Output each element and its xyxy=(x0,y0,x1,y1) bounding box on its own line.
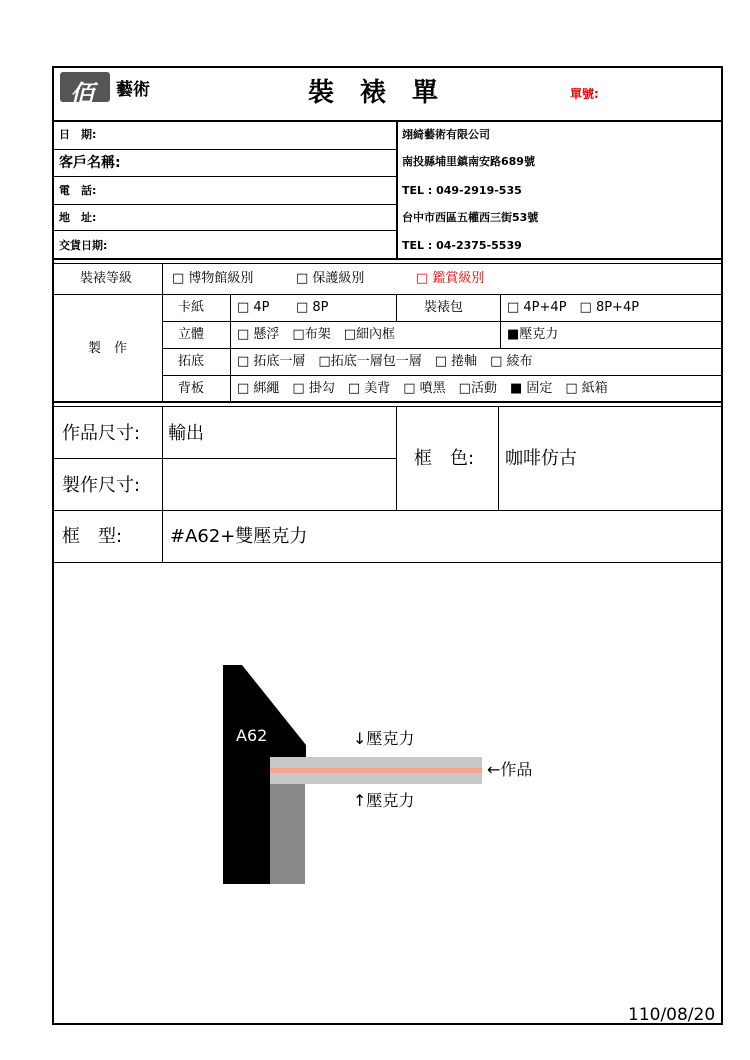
rubbing-label: 拓底 xyxy=(178,354,205,369)
work-size-value: 輸出 xyxy=(168,423,204,444)
grade-protection-checkbox[interactable]: □ 保護級別 xyxy=(296,271,365,286)
company-tel-1: TEL : 049-2919-535 xyxy=(402,184,522,197)
delivery-date-label: 交貨日期: xyxy=(59,239,108,252)
frame-type-label: 框 型: xyxy=(62,526,123,547)
backboard-options[interactable]: □ 綁繩 □ 掛勾 □ 美背 □ 噴黑 □活動 ■ 固定 □ 紙箱 xyxy=(237,381,608,396)
address-label: 地 址: xyxy=(59,211,97,224)
frame-color-value: 咖啡仿古 xyxy=(505,448,577,469)
mount-bag-options[interactable]: □ 4P+4P □ 8P+4P xyxy=(507,300,640,315)
card-label: 卡紙 xyxy=(178,300,205,315)
backboard-label: 背板 xyxy=(178,381,205,396)
customer-name-label: 客戶名稱: xyxy=(59,155,121,171)
mount-bag-label: 裝裱包 xyxy=(424,300,464,315)
grade-label: 裝裱等級 xyxy=(80,271,133,286)
brand-name: 藝術 xyxy=(116,80,150,100)
company-tel-2: TEL : 04-2375-5539 xyxy=(402,239,522,252)
solid-label: 立體 xyxy=(178,327,205,342)
production-label: 製 作 xyxy=(88,341,128,356)
form-date: 110/08/20 xyxy=(628,1005,716,1025)
date-label: 日 期: xyxy=(59,128,97,141)
phone-label: 電 話: xyxy=(59,184,97,197)
company-address-1: 南投縣埔里鎮南安路689號 xyxy=(402,155,535,168)
production-size-label: 製作尺寸: xyxy=(62,475,141,496)
solid-acrylic-checkbox[interactable]: ■壓克力 xyxy=(507,327,559,342)
grade-appreciation-checkbox[interactable]: □ 鑑賞級別 xyxy=(416,271,485,286)
company-address-2: 台中市西區五權西三街53號 xyxy=(402,211,539,224)
rubbing-options[interactable]: □ 拓底一層 □拓底一層包一層 □ 捲軸 □ 綾布 xyxy=(237,354,533,369)
form-title: 裝 裱 單 xyxy=(308,78,439,108)
brand-logo: 佰 xyxy=(60,72,110,102)
company-name: 翊綺藝術有限公司 xyxy=(402,128,490,141)
profile-label: A62 xyxy=(236,726,268,745)
solid-options[interactable]: □ 懸浮 □布架 □細內框 xyxy=(237,327,395,342)
frame-color-label: 框 色: xyxy=(414,448,475,469)
artwork-note: ←作品 xyxy=(487,760,533,779)
backing-board xyxy=(270,784,305,884)
card-8p-checkbox[interactable]: □ 8P xyxy=(296,300,329,315)
frame-type-value: #A62+雙壓克力 xyxy=(170,526,308,547)
artwork-layer xyxy=(270,768,482,773)
order-number-label: 單號: xyxy=(570,87,599,101)
card-4p-checkbox[interactable]: □ 4P xyxy=(237,300,270,315)
top-acrylic-note: ↓壓克力 xyxy=(353,729,415,748)
work-size-label: 作品尺寸: xyxy=(62,423,141,444)
bottom-acrylic-note: ↑壓克力 xyxy=(353,791,415,810)
grade-museum-checkbox[interactable]: □ 博物館級別 xyxy=(172,271,254,286)
